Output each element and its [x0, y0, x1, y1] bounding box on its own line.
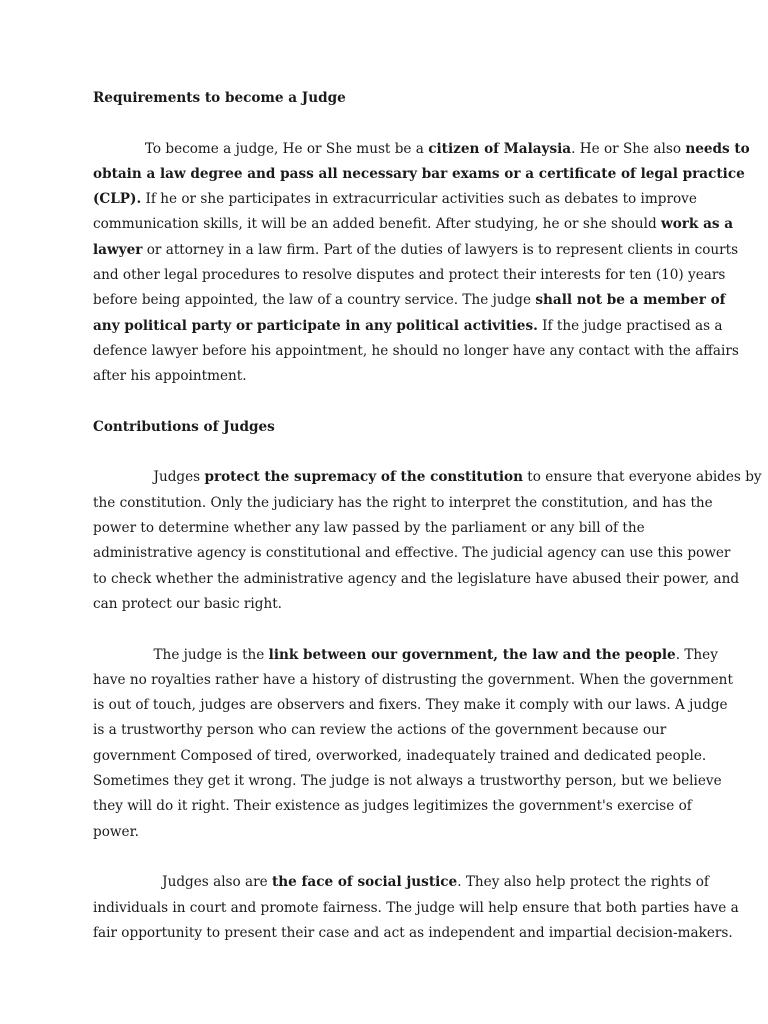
text-run: . They: [675, 646, 718, 663]
text-line: [93, 567, 740, 592]
text-run: individuals in court and promote fairness. The judge will help ensure that both parties have a: [93, 899, 739, 916]
text-line: [93, 162, 745, 187]
paragraph-social-justice: [93, 870, 739, 946]
bold-text-run: citizen of Malaysia: [428, 140, 572, 157]
text-run: is a trustworthy person who can review the actions of the government because our: [93, 722, 667, 739]
bold-text-run: lawyer: [93, 241, 143, 258]
bold-text-run: work as a: [661, 216, 734, 233]
text-line: [93, 212, 734, 237]
spacer: [93, 845, 683, 870]
text-run: Sometimes they get it wrong. The judge is not always a trustworthy person, but we believe: [93, 773, 722, 790]
text-run: is out of touch, judges are observers and fixers. They make it comply with our laws. A judge: [93, 697, 728, 714]
bold-text-run: (CLP).: [93, 191, 142, 208]
text-run: to check whether the administrative agency and the legislature have abused their power, and: [93, 570, 740, 587]
text-line: [93, 921, 733, 946]
text-run: they will do it right. Their existence as judges legitimizes the government's exercise of: [93, 798, 692, 815]
text-line: [93, 744, 707, 769]
text-run: . He or She also: [571, 140, 686, 157]
text-line: [93, 794, 692, 819]
text-run: Judges: [93, 469, 205, 486]
section-heading-contributions: Contributions of Judges: [93, 418, 275, 435]
text-line: [93, 314, 723, 339]
text-line: [93, 263, 726, 288]
bold-text-run: link between our government, the law and the people: [268, 646, 676, 663]
spacer: [93, 390, 683, 415]
text-run: after his appointment.: [93, 368, 247, 385]
bold-text-run: protect the supremacy of the constitution: [204, 469, 523, 486]
text-run: defence lawyer before his appointment, he should no longer have any contact with the affairs: [93, 342, 739, 359]
text-run: fair opportunity to present their case and act as independent and impartial decision-makers.: [93, 924, 733, 941]
bold-text-run: shall not be a member of: [535, 292, 726, 309]
text-run: If the judge practised as a: [537, 317, 723, 334]
text-run: to ensure that everyone abides by: [522, 469, 762, 486]
text-line: [93, 643, 718, 668]
text-run: To become a judge, He or She must be a: [93, 140, 429, 157]
text-line: [93, 718, 683, 743]
text-line: [93, 769, 722, 794]
text-run: Judges also are: [93, 874, 272, 891]
text-line: [93, 465, 762, 490]
text-line: [93, 516, 683, 541]
paragraph-link-government: [93, 643, 733, 845]
text-run: before being appointed, the law of a country service. The judge: [93, 292, 536, 309]
text-run: the constitution. Only the judiciary has the right to interpret the constitution, and has the: [93, 494, 713, 511]
paragraph-requirements: [93, 137, 750, 390]
text-run: government Composed of tired, overworked, inadequately trained and dedicated people.: [93, 747, 707, 764]
text-line: [93, 137, 750, 162]
text-run: and other legal procedures to resolve disputes and protect their interests for ten (10) years: [93, 267, 726, 284]
text-line: [93, 668, 733, 693]
spacer: [93, 111, 683, 136]
text-line: [93, 187, 697, 212]
text-line: [93, 238, 739, 263]
text-line: [93, 870, 709, 895]
text-line: [93, 339, 739, 364]
text-line: [93, 288, 726, 313]
bold-text-run: the face of social justice: [272, 874, 458, 891]
text-run: . They also help protect the rights of: [457, 874, 709, 891]
text-line: [93, 592, 683, 617]
text-line: [93, 364, 683, 389]
text-line: [93, 491, 713, 516]
bold-text-run: obtain a law degree and pass all necessary bar exams or a certificate of legal practice: [93, 165, 745, 182]
text-run: administrative agency is constitutional and effective. The judicial agency can use this power: [93, 545, 731, 562]
text-run: communication skills, it will be an added benefit. After studying, he or she should: [93, 216, 661, 233]
spacer: [93, 440, 683, 465]
text-run: The judge is the: [93, 646, 269, 663]
text-line: [93, 820, 683, 845]
text-run: power to determine whether any law passed by the parliament or any bill of the: [93, 520, 645, 537]
document-page: [93, 86, 762, 946]
bold-text-run: needs to: [685, 140, 750, 157]
bold-text-run: any political party or participate in any political activities.: [93, 317, 538, 334]
section-heading-requirements: Requirements to become a Judge: [93, 90, 346, 106]
text-run: power.: [93, 823, 139, 840]
text-run: or attorney in a law firm. Part of the duties of lawyers is to represent clients in courts: [142, 241, 739, 258]
text-line: [93, 896, 739, 921]
spacer: [93, 617, 683, 642]
paragraph-constitution: [93, 465, 762, 617]
text-run: If he or she participates in extracurricular activities such as debates to improve: [141, 191, 697, 208]
text-line: [93, 693, 728, 718]
text-run: have no royalties rather have a history of distrusting the government. When the government: [93, 671, 733, 688]
text-run: can protect our basic right.: [93, 595, 282, 612]
text-line: [93, 541, 731, 566]
